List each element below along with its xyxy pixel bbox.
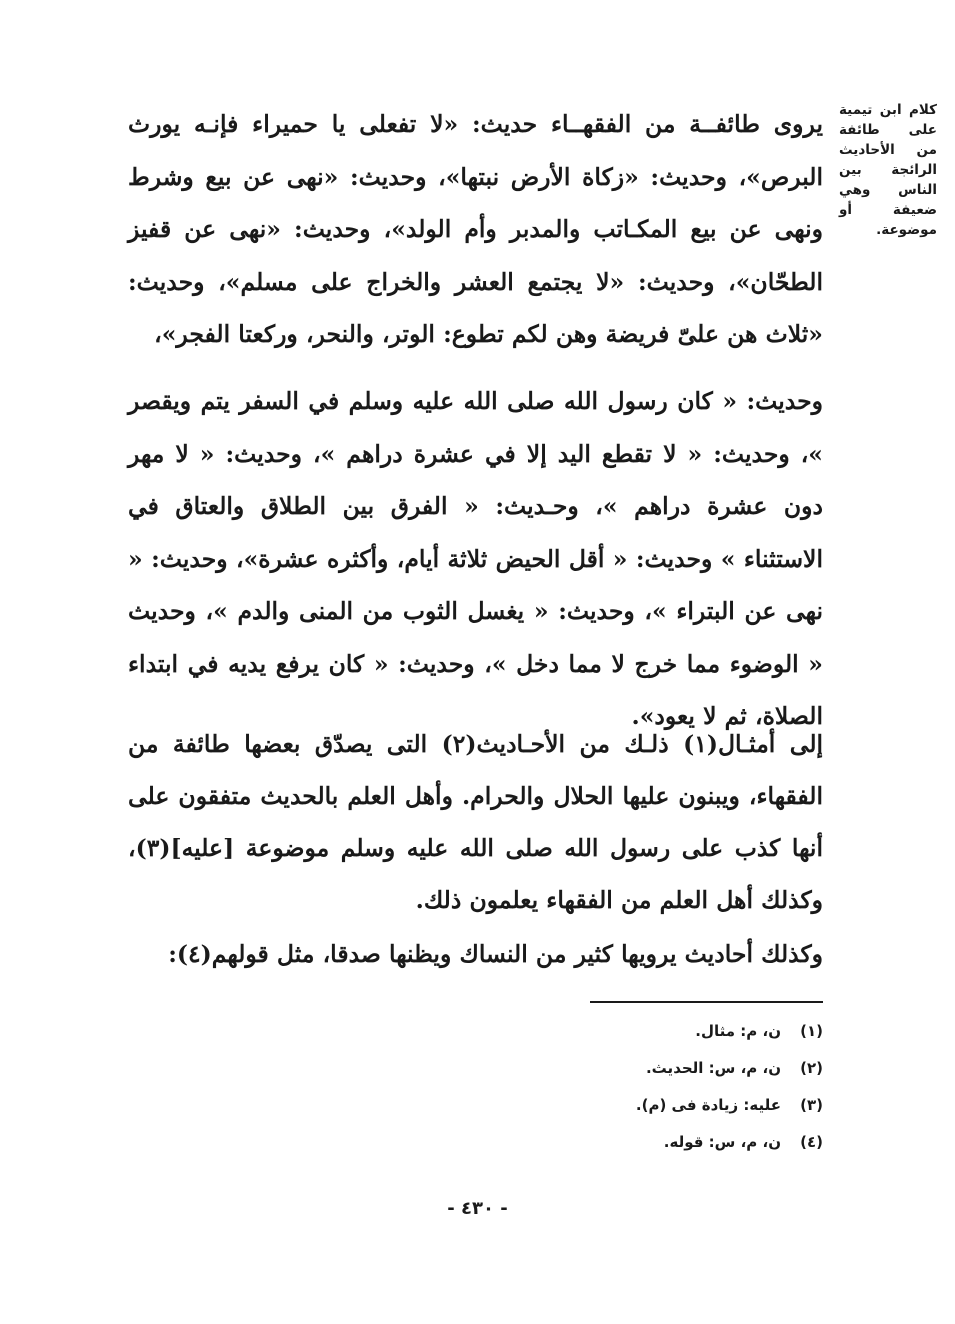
footnote-number: (٣)	[800, 1096, 823, 1114]
footnote-item	[323, 1050, 823, 1087]
footnote-text: ن، م، س: الحديث.	[645, 1059, 781, 1077]
page-number: - ٤٣٠ -	[447, 1198, 508, 1219]
footnotes	[323, 1013, 823, 1161]
paragraph-commentary: إلى أمثـال(١) ذلـك من الأحـاديث(٢) التى يصدّق بعضها طائفة من الفقهاء، ويبنون عليها الحلال والحرام. وأهل العلم بالحديث متفقون على أنها كذب على رسول الله صلى الله عليه وسلم موضوعة [عليه](٣)، وكذلك أهل العلم من الفقهاء يعلمون ذلك.	[128, 730, 824, 914]
footnote-number: (٤)	[800, 1133, 823, 1151]
footnote-number: (٢)	[800, 1059, 823, 1077]
footnote-item	[323, 1013, 823, 1050]
footnote-text: عليه: زيادة فى (م).	[635, 1096, 781, 1114]
margin-note: كلام ابن تيمية على طائفة من الأحاديث الرائجة بين الناس وهي ضعيفة أو موضوعة.	[839, 102, 937, 238]
footnote-text: ن، م: مثال.	[695, 1022, 781, 1040]
paragraph-hadith-list-1: يروى طائفــة من الفقهــاء حديث: «لا تفعلى يا حميراء فإنـه يورث البرص»، وحديث: «زكاة الأرض نبتها»، وحديث: «نهى عن بيع وشرط ونهى عن بيع المكـاتب والمدبر وأم الولد»، وحديث: «نهى عن قفيز الطحّان»، وحديث: «لا يجتمع العشر والخراج على مسلم»، وحديث: «ثلاث هن علىّ فريضة وهن لكم تطوع: الوتر، والنحر، وركعتا الفجر»،	[128, 110, 823, 348]
paragraph-ascetics: وكذلك أحاديث يرويها كثير من النساك ويظنها صدقا، مثل قولهم(٤):	[168, 940, 823, 968]
footnote-item	[323, 1087, 823, 1124]
footnote-number: (١)	[800, 1022, 823, 1040]
paragraph-hadith-list-2: وحديث: « كان رسول الله صلى الله عليه وسلم في السفر يتم ويقصر »، وحديث: « لا تقطع اليد إلا في عشرة دراهم »، وحديث: « لا مهر دون عشرة دراهم »، وحـديث: « الفرق بين الطلاق والعتاق في الاستثناء » وحديث: « أقل الحيض ثلاثة أيام، وأكثره عشرة»، وحديث: « نهى عن البتراء »، وحديث: « يغسل الثوب من المنى والدم »، وحديث « الوضوء مما خرج لا مما دخل »، وحديث: « كان يرفع يديه في ابتداء الصلاة، ثم لا يعود».	[128, 387, 823, 730]
footnote-divider	[590, 1001, 823, 1003]
footnote-text: ن، م، س: قوله.	[663, 1133, 781, 1151]
footnote-item	[323, 1124, 823, 1161]
